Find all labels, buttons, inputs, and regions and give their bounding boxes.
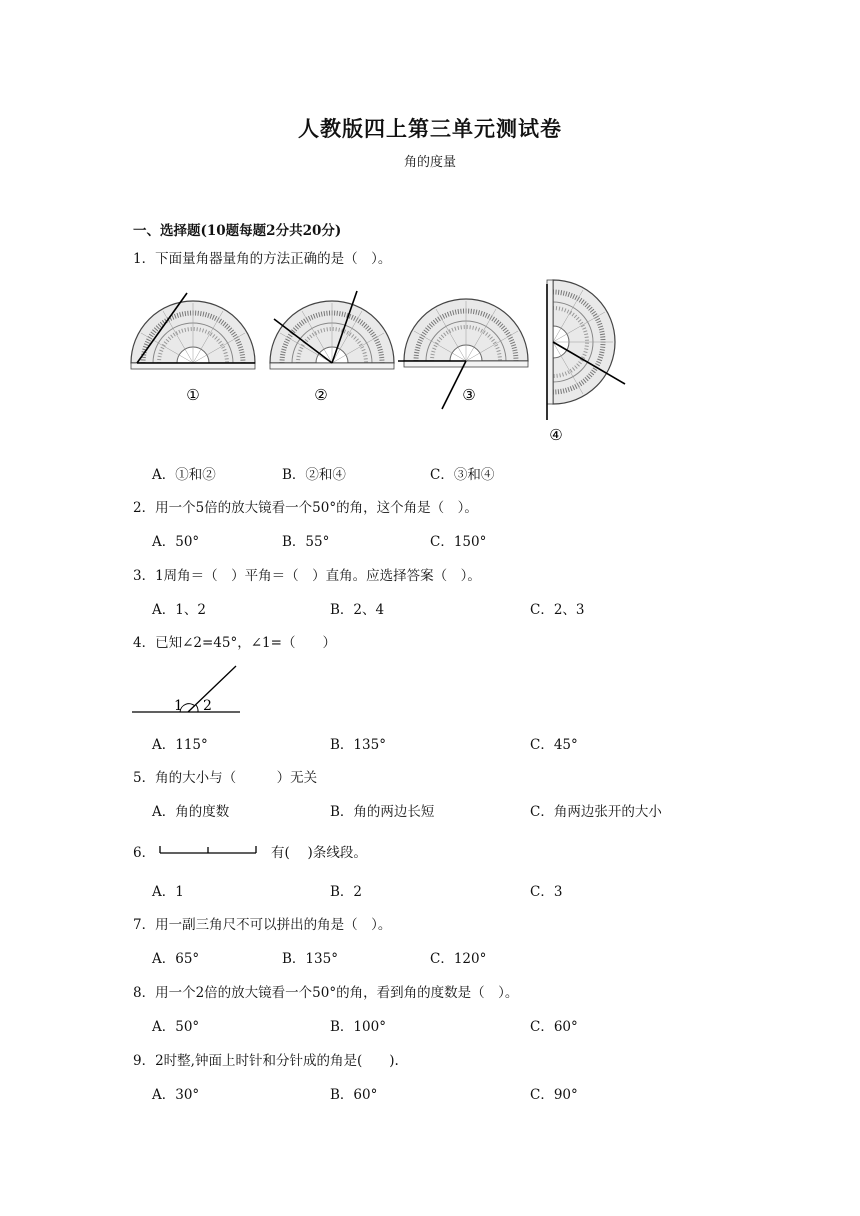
- q3-option-b[interactable]: B．2、4: [330, 602, 385, 618]
- q8-option-b[interactable]: B．100°: [330, 1019, 386, 1035]
- q5-option-b[interactable]: B．角的两边长短: [330, 804, 435, 820]
- section-heading: 一、选择题(10题每题2分共20分): [133, 223, 342, 239]
- q7-option-b[interactable]: B．135°: [282, 951, 338, 967]
- question-6-text: 有( )条线段。: [271, 845, 367, 861]
- q2-option-c[interactable]: C．150°: [430, 534, 487, 550]
- question-9: 9．2时整,钟面上时针和分针成的角是( ).: [133, 1053, 399, 1069]
- figure-label-2: ②: [314, 386, 328, 404]
- q1-option-b[interactable]: B．②和④: [282, 467, 346, 483]
- q1-option-c[interactable]: C．③和④: [430, 467, 495, 483]
- question-5: 5．角的大小与（ ）无关: [133, 770, 318, 786]
- question-6-number: 6．: [133, 845, 156, 861]
- q9-option-a[interactable]: A．30°: [152, 1087, 200, 1103]
- q3-option-c[interactable]: C．2、3: [530, 602, 585, 618]
- page-subtitle: 角的度量: [403, 155, 456, 170]
- question-2: 2．用一个5倍的放大镜看一个50°的角，这个角是（ ）。: [133, 500, 478, 516]
- q2-option-a[interactable]: A．50°: [152, 534, 200, 550]
- question-1: 1．下面量角器量角的方法正确的是（ ）。: [133, 251, 392, 267]
- figure-label-4: ④: [549, 426, 563, 444]
- question-3: 3．1周角＝（ ）平角＝（ ）直角。应选择答案（ ）。: [133, 568, 481, 584]
- protractor-figures: [128, 280, 628, 450]
- q9-option-c[interactable]: C．90°: [530, 1087, 578, 1103]
- figure-label-3: ③: [462, 386, 476, 404]
- protractor-4: [547, 280, 615, 404]
- q4-option-a[interactable]: A．115°: [152, 737, 208, 753]
- q6-option-b[interactable]: B．2: [330, 884, 363, 900]
- figure-label-1: ①: [186, 386, 200, 404]
- q4-option-b[interactable]: B．135°: [330, 737, 386, 753]
- q7-option-a[interactable]: A．65°: [152, 951, 200, 967]
- page-title: 人教版四上第三单元测试卷: [298, 116, 562, 141]
- angle-1-label: 1: [174, 698, 183, 714]
- q2-option-b[interactable]: B．55°: [282, 534, 330, 550]
- q5-option-c[interactable]: C．角两边张开的大小: [530, 804, 662, 820]
- q1-option-a[interactable]: A．①和②: [152, 467, 216, 483]
- q6-option-c[interactable]: C．3: [530, 884, 563, 900]
- q9-option-b[interactable]: B．60°: [330, 1087, 378, 1103]
- question-4: 4．已知∠2=45°，∠1=（ ）: [133, 635, 336, 651]
- protractor-2: [270, 291, 394, 369]
- q8-option-a[interactable]: A．50°: [152, 1019, 200, 1035]
- question-7: 7．用一副三角尺不可以拼出的角是（ ）。: [133, 917, 392, 933]
- line-segment-figure: [158, 843, 260, 857]
- angle-figure: [130, 662, 242, 718]
- protractor-1: [131, 293, 255, 369]
- q8-option-c[interactable]: C．60°: [530, 1019, 578, 1035]
- q7-option-c[interactable]: C．120°: [430, 951, 487, 967]
- q3-option-a[interactable]: A．1、2: [152, 602, 206, 618]
- q5-option-a[interactable]: A．角的度数: [152, 804, 230, 820]
- angle-2-label: 2: [203, 698, 212, 714]
- q4-option-c[interactable]: C．45°: [530, 737, 578, 753]
- q6-option-a[interactable]: A．1: [152, 884, 184, 900]
- question-8: 8．用一个2倍的放大镜看一个50°的角，看到角的度数是（ ）。: [133, 985, 519, 1001]
